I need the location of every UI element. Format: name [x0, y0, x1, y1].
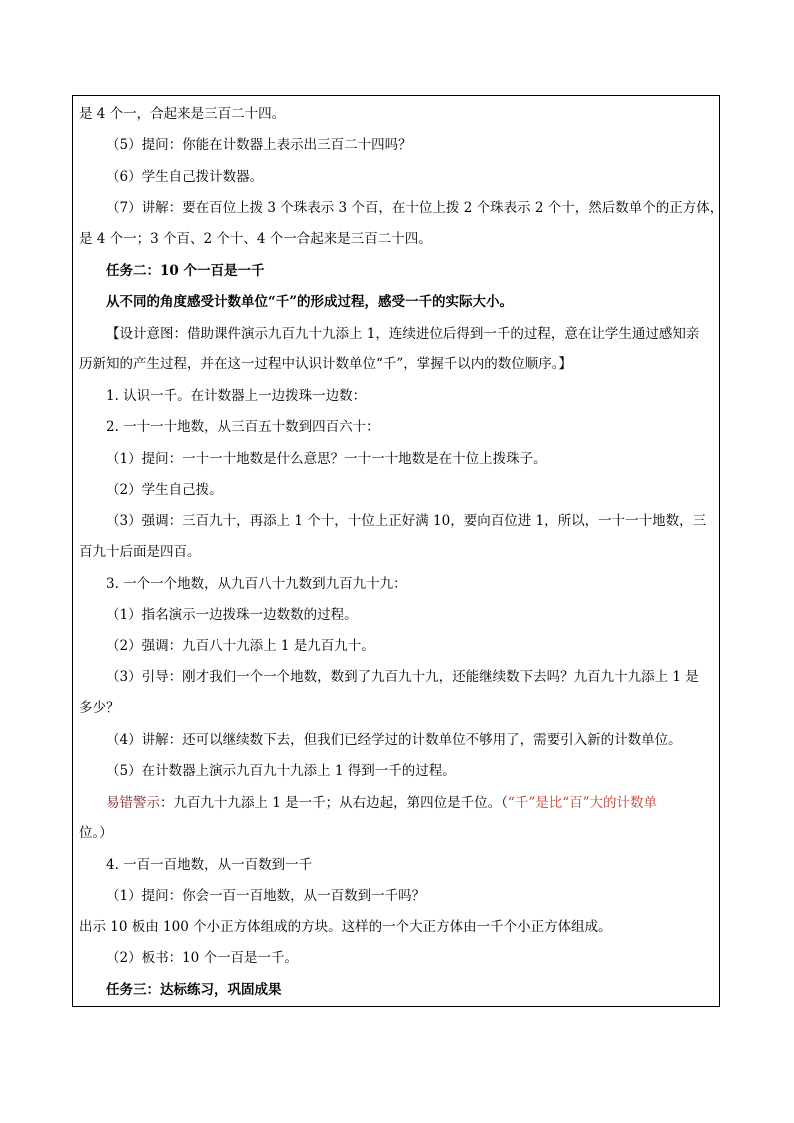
text-line: （5）在计数器上演示九百九十九添上 1 得到一千的过程。: [106, 763, 456, 779]
section-heading: 任务三：达标练习，巩固成果: [106, 982, 282, 998]
section-goal: 从不同的角度感受计数单位“千”的形成过程，感受一千的实际大小。: [106, 294, 514, 310]
section-heading: 任务二：10 个一百是一千: [106, 263, 265, 279]
text-line: （7）讲解：要在百位上拨 3 个珠表示 3 个百，在十位上拨 2 个珠表示 2 个十，然后数单个的正方体，: [106, 200, 724, 216]
warning-continuation: 位。）: [79, 825, 113, 841]
text-line: 1. 认识一千。在计数器上一边拨珠一边数：: [106, 388, 367, 404]
text-line: 多少？: [79, 700, 120, 716]
text-line: （6）学生自己拨计数器。: [106, 169, 264, 185]
design-intent: 历新知的产生过程，并在这一过程中认识计数单位“千”，掌握千以内的数位顺序。】: [79, 356, 573, 372]
text-line: （3）强调：三百九十，再添上 1 个十，十位上正好满 10，要向百位进 1，所以，一十一十地数，三: [106, 513, 707, 529]
text-line: （3）引导：刚才我们一个一个地数，数到了九百九十九，还能继续数下去吗？九百九十九添上 1 是: [106, 669, 699, 685]
text-line: 2. 一十一十地数，从三百五十数到四百六十：: [106, 419, 380, 435]
text-line: 4. 一百一百地数，从一百数到一千: [106, 857, 313, 873]
text-line: （1）提问：你会一百一百地数，从一百数到一千吗？: [106, 888, 426, 904]
warning-text: ：九百九十九添上 1 是一千；从右边起，第四位是千位。（: [160, 795, 508, 811]
text-line: 出示 10 板由 100 个小正方体组成的方块。这样的一个大正方体由一千个小正方体组成。: [79, 919, 612, 935]
text-line: （5）提问：你能在计数器上表示出三百二十四吗？: [106, 137, 412, 153]
text-line: （2）学生自己拨。: [106, 482, 223, 498]
error-warning: [106, 793, 718, 813]
text-line: 3. 一个一个地数，从九百八十九数到九百九十九：: [106, 576, 407, 592]
design-intent: 【设计意图：借助课件演示九百九十九添上 1，连续进位后得到一千的过程，意在让学生通过感知亲: [106, 326, 700, 342]
text-line: 是 4 个一，合起来是三百二十四。: [79, 106, 286, 122]
warning-label: 易错警示: [106, 795, 160, 811]
warning-highlight: “千”是比“百”大的计数单: [507, 795, 658, 811]
text-line: （2）强调：九百八十九添上 1 是九百九十。: [106, 638, 375, 654]
text-line: （4）讲解：还可以继续数下去，但我们已经学过的计数单位不够用了，需要引入新的计数单位。: [106, 732, 682, 748]
text-line: 百九十后面是四百。: [79, 544, 201, 560]
text-line: 是 4 个一；3 个百、2 个十、4 个一合起来是三百二十四。: [79, 231, 432, 247]
text-line: （2）板书：10 个一百是一千。: [106, 950, 299, 966]
text-line: （1）提问：一十一十地数是什么意思？一十一十地数是在十位上拨珠子。: [106, 451, 547, 467]
text-line: （1）指名演示一边拨珠一边数数的过程。: [106, 607, 358, 623]
